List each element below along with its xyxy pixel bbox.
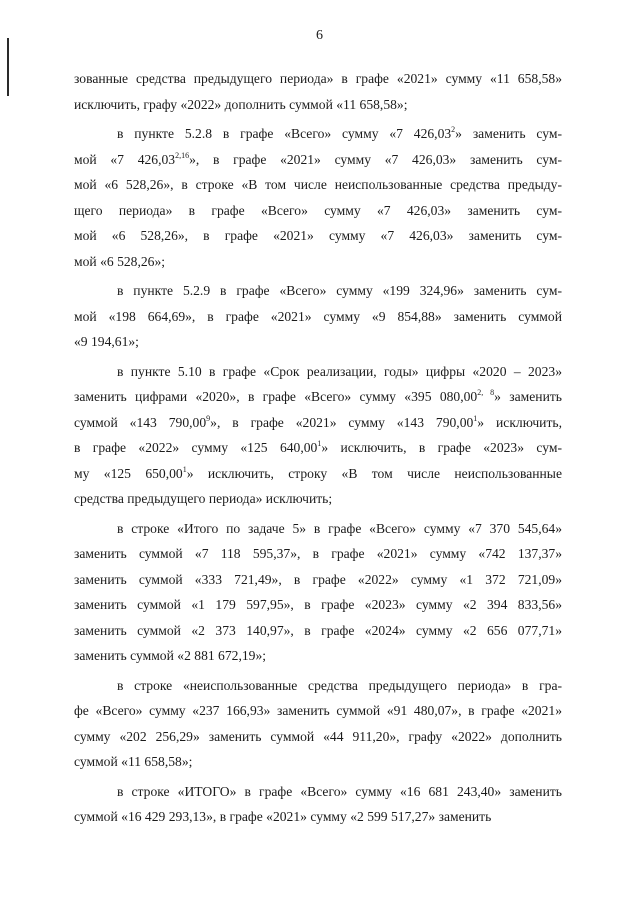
text-segment: заменить суммой «7 118 595,37», в графе «2021» сумму «742 137,37» [74, 546, 562, 561]
text-line [74, 461, 562, 487]
text-segment: мой «6 528,26»; [74, 253, 166, 269]
text-segment: в графе «2022» сумму «125 640,00 [74, 440, 318, 455]
text-line [74, 698, 562, 724]
text-segment: му «125 650,00 [74, 465, 183, 481]
text-segment: средства предыдущего периода» исключить; [74, 491, 333, 506]
text-line [74, 643, 562, 669]
text-line [74, 172, 562, 198]
text-line [74, 618, 562, 644]
text-line [74, 435, 562, 461]
text-line [74, 249, 562, 275]
text-line [74, 592, 562, 618]
text-line [74, 804, 562, 830]
text-segment: », в графе «2021» сумму «7 426,03» заменить сум- [189, 151, 562, 167]
paragraph [74, 66, 562, 117]
text-segment: исключить, графу «2022» дополнить суммой «11 658,58»; [74, 96, 408, 112]
text-line [74, 359, 562, 385]
text-segment: » исключить, в графе «2023» сум- [321, 440, 562, 455]
footnote-reference: 1 [317, 439, 322, 448]
text-line [74, 516, 562, 542]
text-line [74, 147, 562, 173]
text-line [74, 410, 562, 436]
page-number: 6 [316, 28, 323, 43]
text-segment: зованные средства предыдущего периода» в графе «2021» сумму «11 658,58» [74, 71, 562, 86]
text-segment: » заменить сум- [455, 126, 562, 141]
paragraph [74, 673, 562, 775]
footnote-reference: 2,16 [175, 150, 190, 160]
text-segment: в строке «ИТОГО» в графе «Всего» сумму «16 681 243,40» заменить [117, 783, 562, 799]
text-segment: мой «6 528,26», в графе «2021» сумму «7 426,03» заменить сум- [74, 228, 562, 243]
text-line [74, 486, 562, 512]
text-segment: мой «198 664,69», в графе «2021» сумму «9 854,88» заменить суммой [74, 308, 562, 324]
footnote-reference: 2 [451, 125, 456, 134]
paragraph [74, 516, 562, 669]
scan-edge-mark [7, 38, 9, 96]
text-line [74, 749, 562, 775]
text-segment: сумму «202 256,29» заменить суммой «44 911,20», графу «2022» дополнить [74, 728, 562, 744]
text-segment: суммой «11 658,58»; [74, 754, 193, 769]
text-segment: в пункте 5.10 в графе «Срок реализации, годы» цифры «2020 – 2023» [117, 363, 562, 379]
footnote-reference: 1 [182, 464, 187, 474]
text-line [74, 673, 562, 699]
text-segment: мой «6 528,26», в строке «В том числе неиспользованные средства предыду- [74, 177, 562, 192]
text-line [74, 567, 562, 593]
text-line [74, 779, 562, 805]
text-segment: заменить суммой «2 373 140,97», в графе «2024» сумму «2 656 077,71» [74, 622, 562, 638]
paragraph [74, 779, 562, 830]
text-segment: фе «Всего» сумму «237 166,93» заменить суммой «91 480,07», в графе «2021» [74, 703, 562, 718]
paragraph [74, 359, 562, 512]
text-segment: суммой «143 790,00 [74, 414, 207, 430]
text-line [74, 384, 562, 410]
text-line [74, 121, 562, 147]
text-segment: «9 194,61»; [74, 334, 139, 349]
footnote-reference: 1 [473, 413, 478, 423]
text-segment: заменить суммой «1 179 597,95», в графе «2023» сумму «2 394 833,56» [74, 597, 562, 612]
paragraph [74, 121, 562, 274]
text-segment: », в графе «2021» сумму «143 790,00 [210, 414, 474, 430]
text-segment: заменить суммой «333 721,49», в графе «2022» сумму «1 372 721,09» [74, 571, 562, 587]
text-line [74, 223, 562, 249]
text-segment: суммой «16 429 293,13», в графе «2021» сумму «2 599 517,27» заменить [74, 809, 492, 824]
text-segment: в пункте 5.2.8 в графе «Всего» сумму «7 426,03 [117, 126, 452, 141]
paragraph [74, 278, 562, 355]
text-segment: » заменить [494, 389, 562, 404]
text-line [74, 329, 562, 355]
text-segment: заменить цифрами «2020», в графе «Всего» сумму «395 080,00 [74, 389, 478, 404]
text-segment: в строке «Итого по задаче 5» в графе «Всего» сумму «7 370 545,64» [117, 520, 562, 536]
document-body [74, 66, 562, 834]
text-segment: » исключить, строку «В том числе неиспользованные [186, 465, 562, 481]
text-segment: щего периода» в графе «Всего» сумму «7 426,03» заменить сум- [74, 202, 562, 218]
footnote-reference: 9 [206, 413, 211, 423]
text-line [74, 278, 562, 304]
text-line [74, 198, 562, 224]
text-line [74, 92, 562, 118]
text-segment: в пункте 5.2.9 в графе «Всего» сумму «199 324,96» заменить сум- [117, 283, 562, 298]
text-segment: заменить суммой «2 881 672,19»; [74, 648, 267, 663]
text-line [74, 66, 562, 92]
text-line [74, 724, 562, 750]
text-segment: мой «7 426,03 [74, 151, 176, 167]
text-line [74, 304, 562, 330]
text-segment: в строке «неиспользованные средства предыдущего периода» в гра- [117, 677, 562, 693]
text-line [74, 541, 562, 567]
footnote-reference: 2, 8 [477, 388, 495, 397]
text-segment: » исключить, [477, 414, 562, 430]
